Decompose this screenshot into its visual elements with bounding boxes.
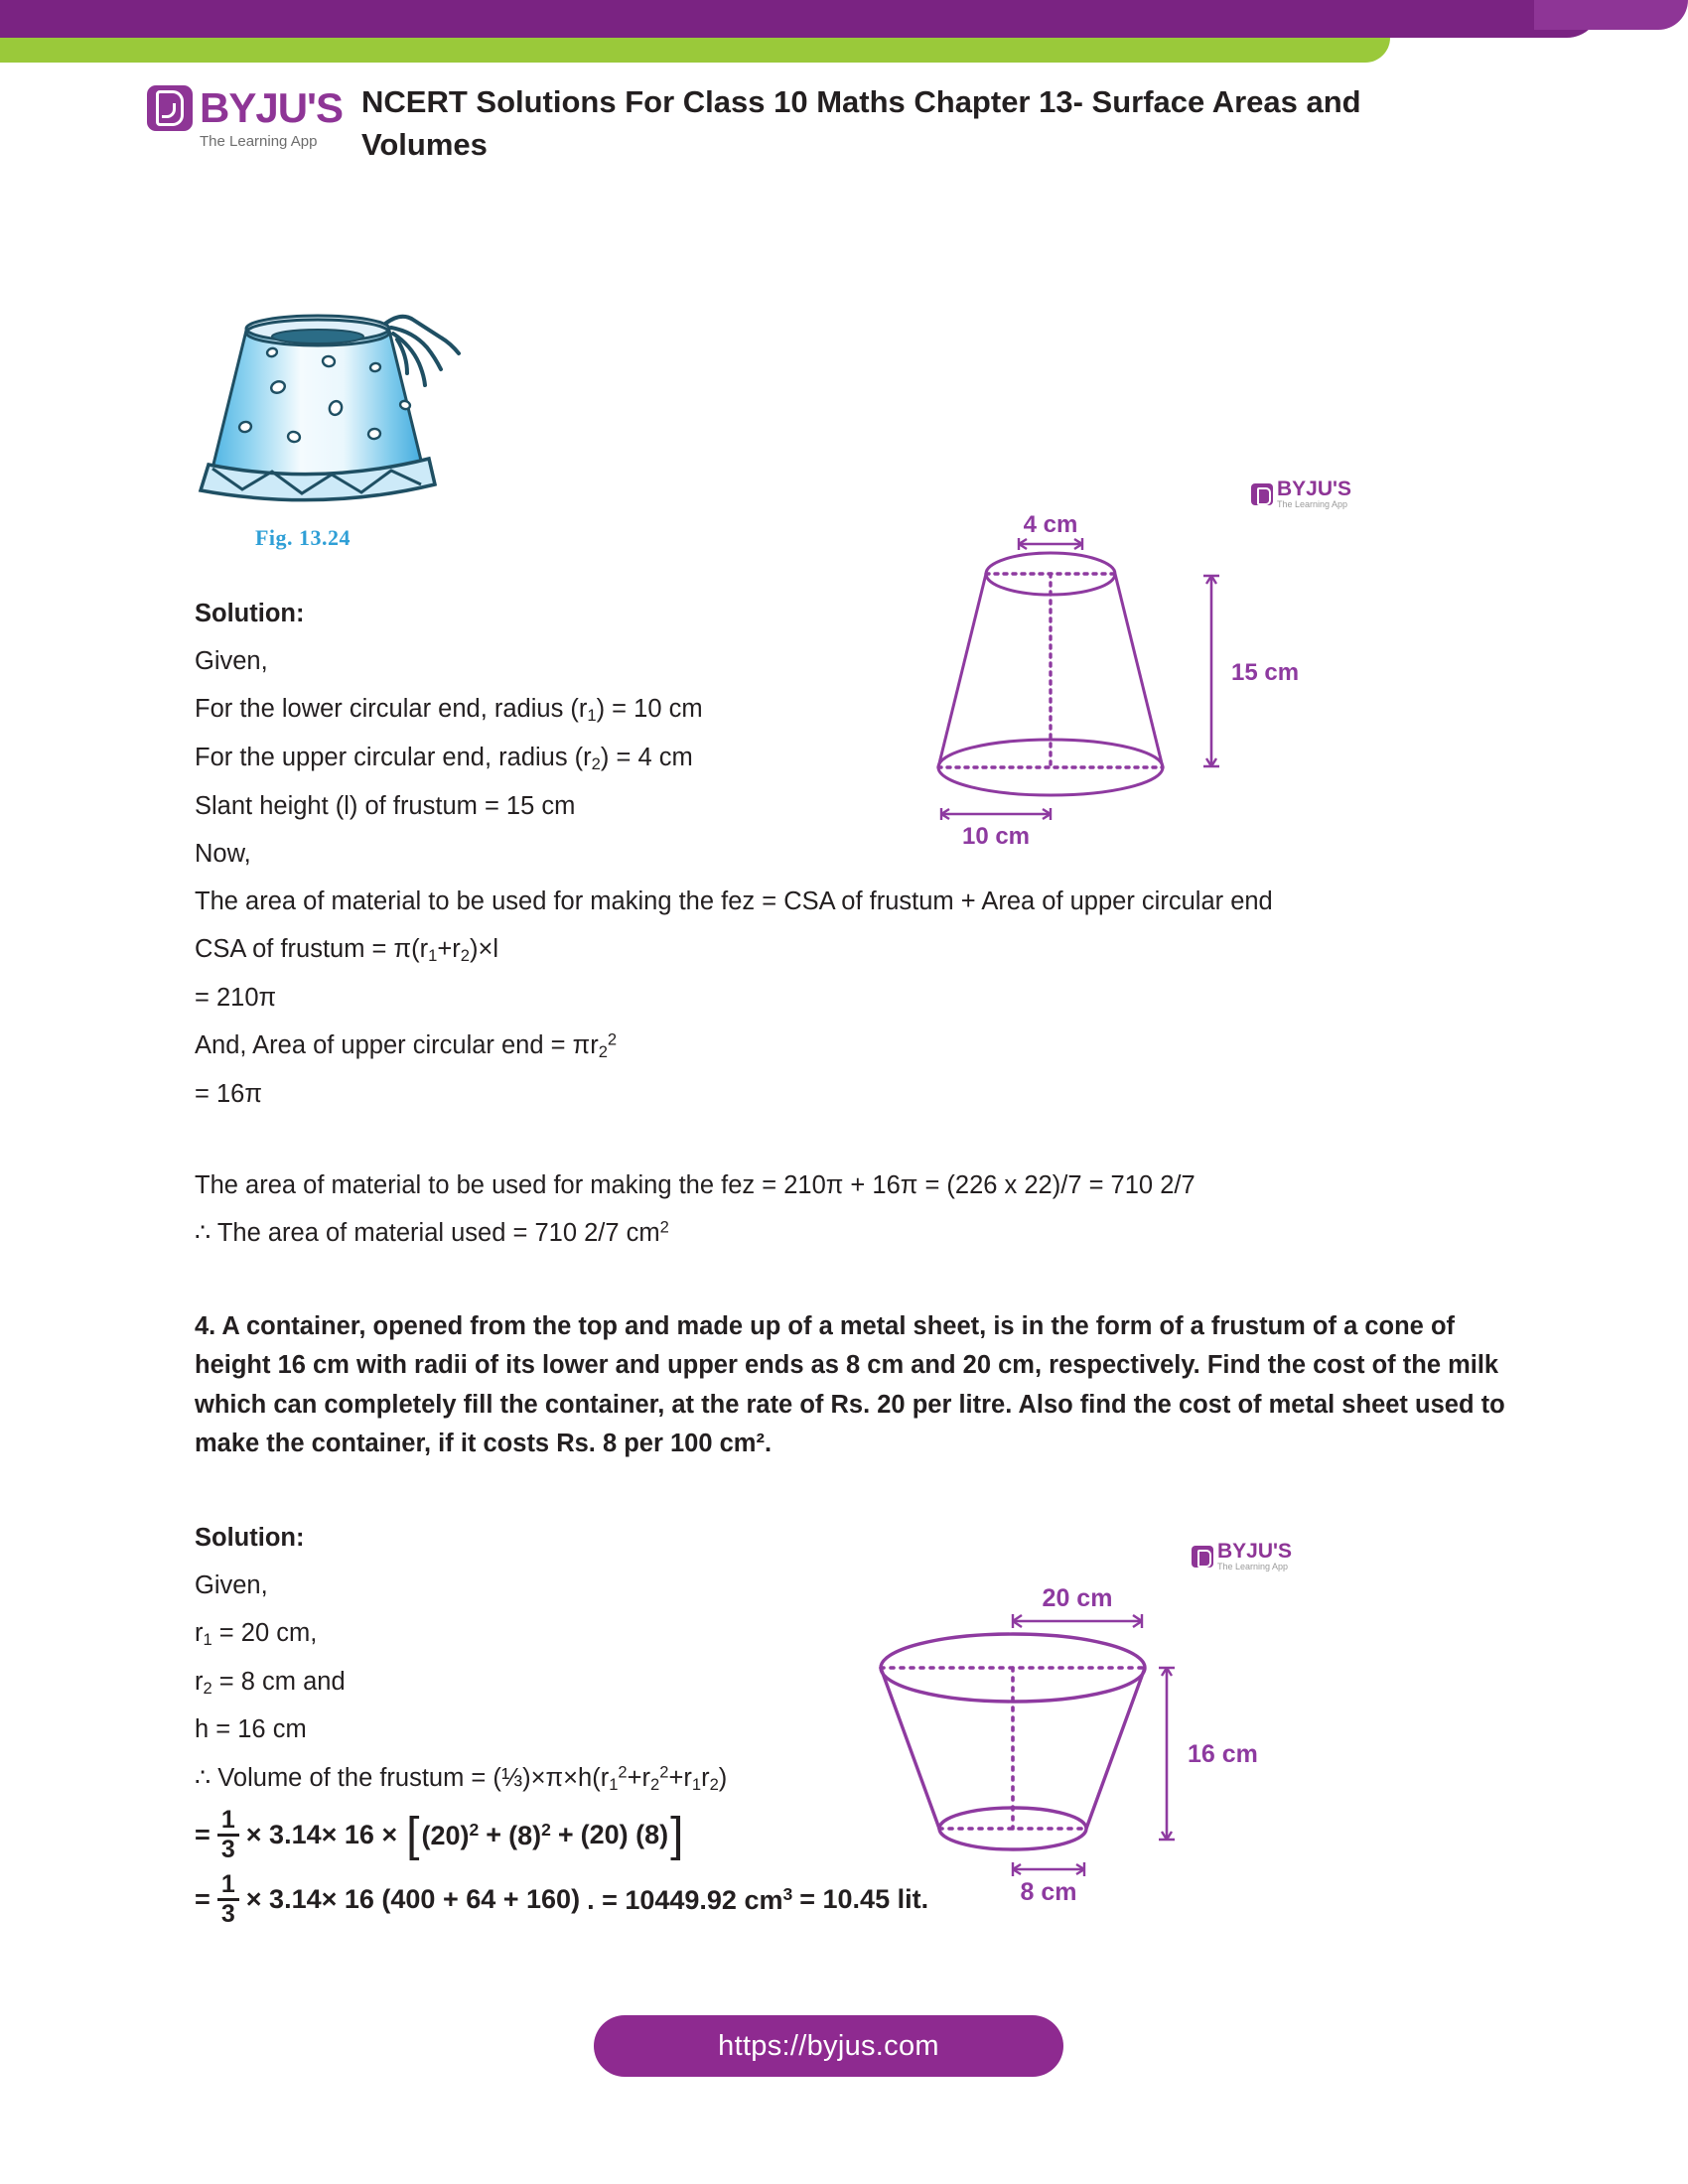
top-bar-green	[0, 38, 1390, 63]
diagram1-bottom-label: 10 cm	[961, 823, 1031, 850]
equation-result	[587, 1884, 792, 1916]
spacer	[195, 1476, 1505, 1520]
equals-sign: =	[195, 1820, 211, 1850]
fraction-numerator: 1	[220, 1870, 235, 1899]
byjus-logo-icon	[147, 85, 193, 131]
txt-a: r	[195, 1667, 204, 1696]
diagram2-side-label: 16 cm	[1188, 1740, 1258, 1768]
bracket-open: [	[406, 1808, 420, 1861]
sub-2: 2	[591, 754, 601, 774]
txt-a: And, Area of upper circular end = πr	[195, 1031, 599, 1060]
equation-body: × 3.14× 16 (400 + 64 + 160)	[245, 1884, 581, 1915]
solution-2-block	[195, 1520, 1505, 1928]
txt-b: +r	[627, 1763, 651, 1792]
byjus-url-button[interactable]: https://byjus.com	[594, 2015, 1063, 2077]
fraction-one-third	[217, 1872, 239, 1927]
figure-caption: Fig. 13.24	[254, 525, 352, 550]
sub-1: 1	[428, 946, 438, 966]
sub-1: 1	[609, 1774, 619, 1794]
fez-figure	[169, 216, 496, 551]
sub-2: 2	[203, 1678, 212, 1698]
byjus-watermark-tagline: The Learning App	[1277, 499, 1348, 509]
solution-2-equation-2	[195, 1872, 1505, 1927]
fraction-numerator: 1	[220, 1806, 235, 1835]
diagram1-top-label: 4 cm	[1023, 511, 1078, 538]
txt-a: ∴ Volume of the frustum = (⅓)×π×h(r	[195, 1763, 610, 1792]
byjus-logo-tagline: The Learning App	[200, 133, 318, 150]
byjus-watermark-word: BYJU'S	[1217, 1540, 1293, 1563]
sup-2: 2	[659, 1218, 669, 1238]
solution-1-now: Now,	[195, 839, 251, 868]
solution-1-conclusion	[195, 1215, 1505, 1251]
sub-2c: 2	[709, 1774, 719, 1794]
sub-2: 2	[650, 1774, 660, 1794]
byjus-watermark-word: BYJU'S	[1277, 478, 1352, 500]
sub-1b: 1	[691, 1774, 702, 1794]
bracket-close: ]	[670, 1808, 684, 1861]
solution-2-r2	[195, 1664, 1505, 1701]
solution-1-lower-radius	[195, 691, 1505, 728]
document-body	[195, 596, 1505, 1937]
solution-1-upper-area	[195, 1027, 1505, 1064]
sup-2: 2	[618, 1762, 628, 1782]
sub-1: 1	[203, 1630, 212, 1650]
diagram2-top-label: 20 cm	[1042, 1584, 1113, 1612]
term-1-exponent: 2	[469, 1819, 480, 1840]
byjus-watermark-tagline: The Learning App	[1217, 1562, 1289, 1571]
solution-1-area-material: The area of material to be used for making the fez = CSA of frustum + Area of upper circular end	[195, 887, 1273, 916]
term-2-exponent: 2	[541, 1819, 551, 1840]
txt-b: )×l	[469, 935, 499, 964]
page-title: NCERT Solutions For Class 10 Maths Chapter 13- Surface Areas and Volumes	[361, 84, 1361, 162]
solution-1-upper-radius	[195, 740, 1505, 776]
diagram2-bottom-label: 8 cm	[1020, 1878, 1077, 1906]
plus-sign-2: +	[557, 1820, 574, 1850]
term-2-base: (8)	[508, 1820, 542, 1850]
decorative-top-bars	[0, 0, 1688, 64]
txt-b: ) = 4 cm	[600, 744, 693, 772]
txt-a: CSA of frustum = π(r	[195, 935, 429, 964]
txt-b: = 20 cm,	[211, 1618, 318, 1647]
result-litres: = 10.45 lit.	[799, 1884, 929, 1915]
sup-2: 2	[607, 1029, 618, 1049]
solution-2-given: Given,	[195, 1570, 268, 1599]
solution-2-h: h = 16 cm	[195, 1715, 307, 1744]
sup-2b: 2	[659, 1762, 669, 1782]
fez-cap-illustration	[169, 216, 467, 514]
byjus-logo-wordmark: BYJU'S	[200, 85, 344, 131]
solution-1-heading: Solution:	[195, 600, 305, 627]
term-1-base: (20)	[421, 1820, 470, 1850]
txt-b: ) = 10 cm	[596, 695, 703, 724]
spacer	[195, 1124, 1505, 1167]
solution-1-slant-height: Slant height (l) of frustum = 15 cm	[195, 791, 576, 820]
byjus-watermark-icon	[1251, 483, 1273, 505]
fraction-one-third	[217, 1808, 239, 1862]
solution-1-given: Given,	[195, 647, 268, 676]
diagram1-side-label: 15 cm	[1231, 659, 1300, 686]
fraction-denominator: 3	[220, 1836, 235, 1864]
equation-body: × 3.14× 16 ×	[245, 1820, 398, 1850]
top-bar-purple-accent	[1534, 0, 1688, 30]
term-2	[508, 1820, 551, 1851]
txt-a: For the lower circular end, radius (r	[195, 695, 588, 724]
sub-2: 2	[460, 946, 470, 966]
solution-1-csa-value: = 210π	[195, 984, 277, 1013]
solution-2-heading: Solution:	[195, 1523, 305, 1552]
txt-d: r	[701, 1763, 710, 1792]
solution-1-upper-area-value: = 16π	[195, 1079, 262, 1108]
page-header	[147, 81, 1537, 191]
txt-a: For the upper circular end, radius (r	[195, 744, 592, 772]
sub-2: 2	[598, 1042, 608, 1062]
solution-2-volume-formula	[195, 1760, 1505, 1797]
result-value: . = 10449.92 cm	[587, 1884, 783, 1915]
txt-b: = 8 cm and	[211, 1667, 346, 1696]
solution-2-equation-1	[195, 1808, 1505, 1862]
result-exponent: 3	[782, 1883, 793, 1904]
byjus-watermark-1	[1251, 478, 1351, 509]
solution-1-csa-formula	[195, 931, 1505, 968]
term-3: (20) (8)	[580, 1820, 669, 1850]
sub-1: 1	[587, 706, 597, 726]
solution-2-r1	[195, 1615, 1505, 1652]
txt-a: ∴ The area of material used = 710 2/7 cm	[195, 1219, 660, 1248]
equals-sign: =	[195, 1884, 211, 1915]
solution-1-total-area: The area of material to be used for making the fez = 210π + 16π = (226 x 22)/7 = 710 2/7	[195, 1171, 1196, 1200]
txt-mid: +r	[437, 935, 461, 964]
question-4-text: 4. A container, opened from the top and made up of a metal sheet, is in the form of a frustum of a cone of height 16 cm with radii of its lower and upper ends as 8 cm and 20 cm, respectively. Find the cost of the milk which can completely fill the container, at the rate of Rs. 20 per litre. Also find the cost of metal sheet used to make the container, if it costs Rs. 8 per 100 cm².	[195, 1311, 1505, 1458]
top-bar-purple	[0, 0, 1601, 38]
fraction-denominator: 3	[220, 1900, 235, 1929]
term-1	[422, 1820, 480, 1851]
solution-1-block	[195, 596, 1505, 1252]
spacer	[195, 1264, 1505, 1307]
byjus-logo	[147, 81, 357, 150]
plus-sign-1: +	[486, 1820, 502, 1850]
txt-a: r	[195, 1618, 204, 1647]
txt-e: )	[718, 1763, 728, 1792]
txt-c: +r	[668, 1763, 692, 1792]
